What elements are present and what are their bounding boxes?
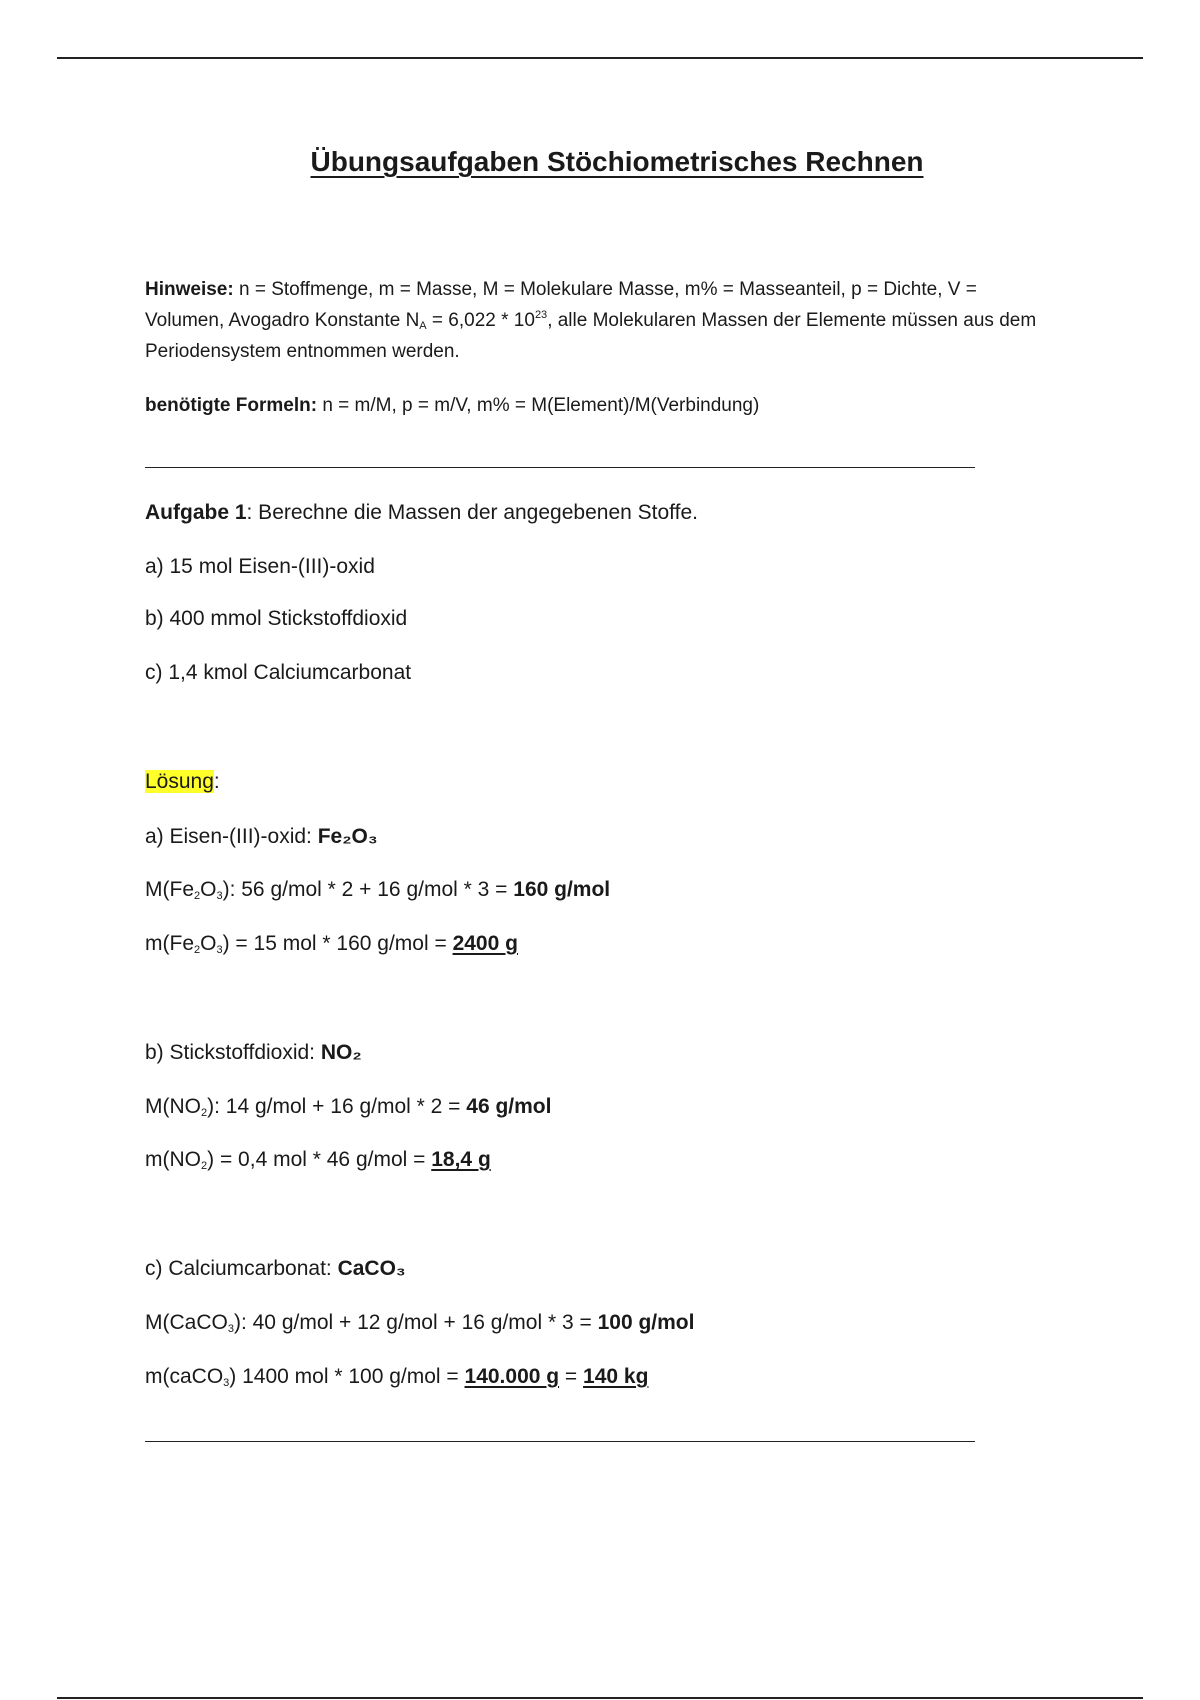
subscript: 2: [194, 890, 201, 902]
task-text: : Berechne die Massen der angegebenen Stoffe.: [246, 501, 698, 524]
solution-b-intro: [145, 1037, 362, 1068]
mass-calc: ) 1400 mol * 100 g/mol =: [229, 1365, 465, 1388]
formulas-label: benötigte Formeln:: [145, 395, 318, 416]
task-item-b: b) 400 mmol Stickstoffdioxid: [145, 607, 408, 630]
intro-text: c) Calciumcarbonat:: [145, 1257, 338, 1280]
task-label: Aufgabe 1: [145, 501, 247, 524]
formula: CaCO₃: [337, 1257, 406, 1280]
molar-pre: M(NO: [145, 1095, 201, 1118]
solution-a-molar: $M(Fe_2O_3)$: 56 g/mol * 2 + 16 g/mol * 3 = 160 g/mol: [145, 878, 611, 902]
hints-text: n = Stoffmenge, m = Masse, M = Molekulare Masse, m% = Masseanteil, p = Dichte, V = Volumen, Avogadro Konstante N: [145, 279, 977, 331]
molar-calc: ): 40 g/mol + 12 g/mol + 16 g/mol * 3 =: [233, 1311, 598, 1334]
solution-colon: :: [213, 770, 220, 793]
mass-calc: ) = 15 mol * 160 g/mol =: [222, 932, 453, 955]
avogadro-exponent: 23: [534, 309, 548, 321]
task-heading: [145, 497, 698, 528]
hints-text-3: , alle Molekularen Massen der Elemente müssen aus dem Periodensystem entnommen werden.: [145, 310, 1037, 362]
solution-c-molar: [145, 1307, 694, 1338]
hints-text-2: = 6,022 * 10: [426, 310, 535, 331]
subscript: 2: [201, 1160, 208, 1172]
mass-result: 2400 g: [452, 932, 518, 955]
solution-b-mass: [145, 1144, 491, 1175]
subscript: 2: [201, 1107, 208, 1119]
mass-pre: m(Fe: [145, 932, 194, 955]
bottom-rule: [57, 1697, 1143, 1699]
molar-result: 100 g/mol: [597, 1311, 695, 1334]
solution-label: Lösung: [145, 770, 214, 793]
separator-line: [145, 467, 975, 468]
top-rule: [57, 57, 1143, 59]
solution-b-molar: [145, 1091, 551, 1122]
subscript: 3: [227, 1323, 234, 1335]
intro-text: a) Eisen-(III)-oxid:: [145, 825, 318, 848]
page-title: Übungsaufgaben Stöchiometrisches Rechnen: [310, 146, 924, 177]
molar-pre: M(CaCO: [145, 1311, 228, 1334]
molar-calc: ): 14 g/mol + 16 g/mol * 2 =: [207, 1095, 467, 1118]
molar-pre: M(Fe: [145, 878, 194, 901]
mass-result-2: 140 kg: [583, 1365, 649, 1388]
molar-calc: ): 56 g/mol * 2 + 16 g/mol * 3 =: [222, 878, 514, 901]
solution-a-intro: [145, 821, 378, 852]
subscript: 3: [216, 890, 223, 902]
mass-calc: ) = 0,4 mol * 46 g/mol =: [207, 1148, 432, 1171]
solution-c-mass: [145, 1361, 648, 1392]
formula: Fe₂O₃: [317, 825, 378, 848]
solution-c-intro: [145, 1253, 406, 1284]
mass-eq: =: [559, 1365, 584, 1388]
hints-paragraph: [145, 274, 1045, 367]
molar-result: 160 g/mol: [513, 878, 611, 901]
task-item-a: a) 15 mol Eisen-(III)-oxid: [145, 555, 375, 578]
mass-pre: m(caCO: [145, 1365, 224, 1388]
molar-result: 46 g/mol: [466, 1095, 552, 1118]
hints-label: Hinweise:: [145, 279, 234, 300]
mass-result: 18,4 g: [431, 1148, 491, 1171]
subscript: 3: [223, 1377, 230, 1389]
formulas-text: n = m/M, p = m/V, m% = M(Element)/M(Verbindung): [317, 395, 760, 416]
formula: NO₂: [320, 1041, 362, 1064]
subscript: 3: [216, 944, 223, 956]
subscript: 2: [194, 944, 201, 956]
solution-heading: [145, 766, 220, 797]
mass-pre: m(NO: [145, 1148, 201, 1171]
avogadro-subscript: A: [419, 320, 427, 332]
formulas-line: [145, 390, 759, 421]
intro-text: b) Stickstoffdioxid:: [145, 1041, 321, 1064]
separator-line-bottom: [145, 1441, 975, 1442]
solution-a-mass: $m(Fe_2O_3) = 15$ mol * 160 g/mol = 2400 g: [145, 932, 518, 956]
task-item-c: c) 1,4 kmol Calciumcarbonat: [145, 661, 412, 684]
mass-result: 140.000 g: [464, 1365, 560, 1388]
